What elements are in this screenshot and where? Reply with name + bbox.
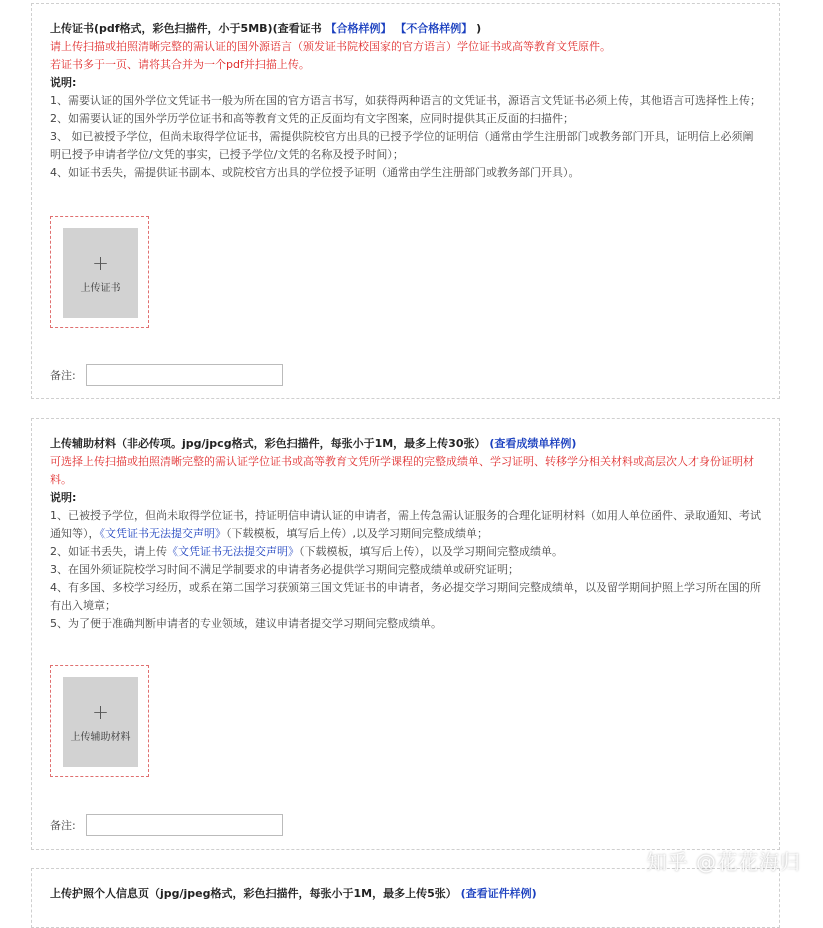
transcript-sample-link[interactable]: (查看成绩单样例) (489, 437, 577, 450)
materials-remark-row (50, 814, 283, 836)
materials-requirement-text: 可选择上传扫描或拍照清晰完整的需认证学位证书或高等教育文凭所学课程的完整成绩单、学习证明、转移学分相关材料或高层次人才身份证明材料。 (50, 455, 754, 486)
certificate-title-text: 上传证书(pdf格式，彩色扫描件，小于5MB)(查看证书 (50, 22, 322, 35)
certificate-merge-text: 若证书多于一页、请将其合并为一个pdf并扫描上传。 (50, 58, 310, 71)
materials-remark-input[interactable] (86, 814, 283, 836)
passport-section-title (50, 885, 761, 903)
upload-certificate-label: 上传证书 (80, 282, 121, 294)
upload-materials-button[interactable] (63, 677, 138, 767)
upload-certificate-button[interactable] (63, 228, 138, 318)
cannot-submit-declaration-link-1[interactable]: 《文凭证书无法提交声明》 (99, 527, 226, 540)
certificate-requirement-text: 请上传扫描或拍照清晰完整的需认证的国外源语言（颁发证书院校国家的官方语言）学位证书或高等教育文凭原件。 (50, 40, 611, 53)
materials-remark-label: 备注: (50, 819, 76, 832)
materials-title-text: 上传辅助材料（非必传项。jpg/jpcg格式，彩色扫描件，每张小于1M，最多上传30张） (50, 437, 486, 450)
certificate-note-4: 4、如证书丢失，需提供证书副本、或院校官方出具的学位授予证明（通常由学生注册部门或教务部门开具）。 (50, 166, 580, 179)
certificate-upload-area (50, 216, 149, 328)
materials-upload-area (50, 665, 149, 777)
upload-materials-label: 上传辅助材料 (70, 731, 131, 743)
materials-note-1 (50, 507, 761, 543)
passport-title-text: 上传护照个人信息页（jpg/jpeg格式，彩色扫描件，每张小于1M，最多上传5张） (50, 887, 457, 900)
materials-note-4: 4、有多国、多校学习经历，或系在第二国学习获颁第三国文凭证书的申请者，务必提交学习期间完整成绩单，以及留学期间护照上学习所在国的所有出入境章； (50, 581, 761, 612)
upload-passport-section (31, 868, 780, 928)
certificate-notes-heading: 说明: (50, 76, 77, 89)
certificate-remark-label: 备注: (50, 369, 76, 382)
materials-note-5: 5、为了便于准确判断申请者的专业领域，建议申请者提交学习期间完整成绩单。 (50, 617, 442, 630)
materials-notes-heading: 说明: (50, 491, 77, 504)
materials-note-2-tail: （下载模板，填写后上传），以及学习期间完整成绩单。 (299, 545, 563, 558)
id-sample-link[interactable]: (查看证件样例) (460, 887, 537, 900)
upload-certificate-section (31, 3, 780, 399)
unqualified-sample-link[interactable]: 【不合格样例】 (395, 22, 473, 35)
certificate-title-suffix: ) (476, 22, 482, 35)
certificate-note-1: 1、需要认证的国外学位文凭证书一般为所在国的官方语言书写，如获得两种语言的文凭证书，源语言文凭证书必须上传，其他语言可选择性上传； (50, 94, 761, 107)
upload-supporting-materials-section (31, 418, 780, 850)
plus-icon: + (92, 250, 109, 275)
materials-note-2-text: 2、如证书丢失，请上传 (50, 545, 167, 558)
zhihu-watermark: 知乎 @花花海归 (646, 850, 801, 874)
cannot-submit-declaration-link-2[interactable]: 《文凭证书无法提交声明》 (167, 545, 299, 558)
certificate-section-title (50, 20, 761, 38)
qualified-sample-link[interactable]: 【合格样例】 (325, 22, 392, 35)
materials-note-1-text: 1、已被授予学位，但尚未取得学位证书，持证明信申请认证的申请者，需上传急需认证服务的合理化证明材料（如用人单位函件、录取通知、考试通知等）， (50, 509, 761, 540)
materials-note-2 (50, 543, 761, 561)
certificate-note-2: 2、如需要认证的国外学历学位证书和高等教育文凭的正反面均有文字图案，应同时提供其正反面的扫描件； (50, 112, 574, 125)
materials-note-3: 3、在国外须证院校学习时间不满足学制要求的申请者务必提供学习期间完整成绩单或研究证明； (50, 563, 519, 576)
materials-note-1-tail: （下载模板，填写后上传）,以及学习期间完整成绩单； (226, 527, 488, 540)
materials-section-title (50, 435, 761, 453)
plus-icon: + (92, 699, 109, 724)
certificate-remark-row (50, 364, 283, 386)
certificate-remark-input[interactable] (86, 364, 283, 386)
certificate-note-3: 3、 如已被授予学位，但尚未取得学位证书，需提供院校官方出具的已授予学位的证明信（通常由学生注册部门或教务部门开具，证明信上必须阐明已授予申请者学位/文凭的事实，已授予学位/文凭的名称及授予时间）； (50, 130, 754, 161)
